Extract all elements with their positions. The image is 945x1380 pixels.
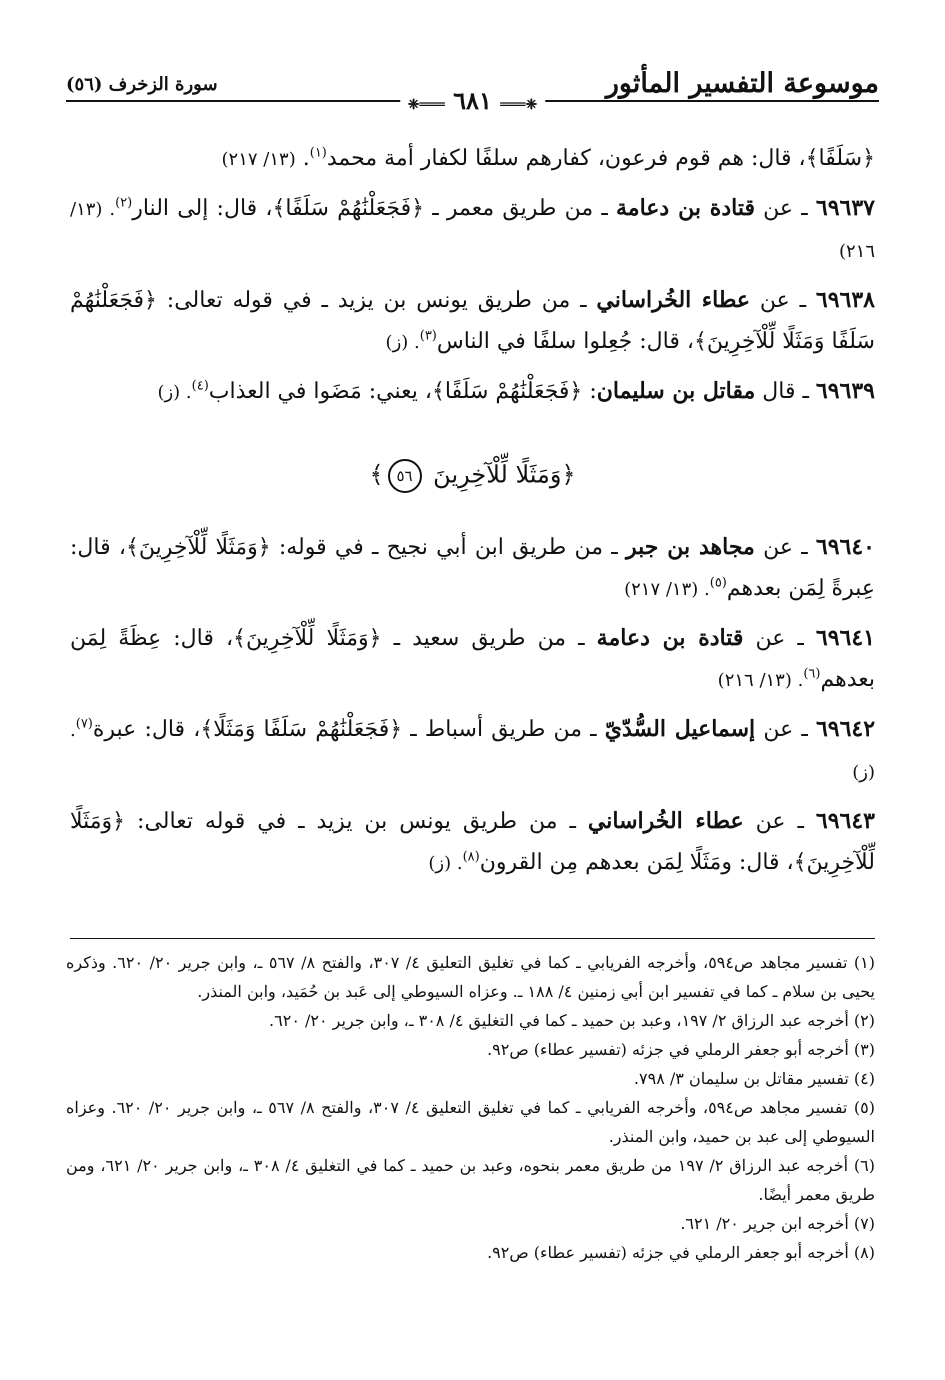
- report-text: ، قال: عِظَةً لِمَن بعدهم: [70, 626, 875, 692]
- footnote-1: (١) تفسير مجاهد ص٥٩٤، وأخرجه الفريابي ـ كما في تغليق التعليق ٤/ ٣٠٧، والفتح ٨/ ٥٦٧ ـ، وابن جرير ٢٠/ ٦٢٠. وذكره يحيى بن سلام ـ كما في تفسير ابن أبي زمنين ٤/ ١٨٨ ـ. وعزاه السيوطي إلى عَبد بن حُمَيد، وابن المنذر.: [66, 953, 876, 1001]
- quran-quote: ﴿فَجَعَلْنَٰهُمْ سَلَفًا﴾: [272, 196, 425, 221]
- intro-paragraph: ﴿سَلَفًا﴾، قال: هم قوم فرعون، كفارهم سلفًا لكفار أمة محمد$^{(١)}$. (١٣/ ٢١٧): [221, 145, 875, 171]
- isnad-chain: :: [582, 379, 597, 404]
- report-number: ٦٩٦٣٨: [815, 287, 875, 313]
- volume-ref: . (١٣/ ٢١٦): [717, 670, 804, 691]
- quran-quote: ﴿سَلَفًا﴾: [805, 146, 875, 171]
- report-connector: ـ عن: [750, 288, 816, 313]
- footnote-separator: [70, 938, 875, 939]
- isnad-chain: ـ من طريق سعيد ـ: [381, 626, 597, 651]
- report-connector: ـ عن: [754, 196, 816, 221]
- report-number: ٦٩٦٣٧: [815, 195, 875, 221]
- ornament-right-icon: ═══❈: [500, 97, 538, 113]
- footnote-2: (٢) أخرجه عبد الرزاق ٢/ ١٩٧، وعبد بن حميد ـ كما في التغليق ٤/ ٣٠٨ ـ، وابن جرير ٢٠/ ٦٢٠.: [269, 1011, 875, 1030]
- report-connector: ـ عن: [743, 626, 816, 651]
- volume-ref: (١٣/ ٢١٧): [221, 149, 296, 170]
- quran-quote: ﴿فَجَعَلْنَٰهُمْ سَلَفًا وَمَثَلًا لِّلْآخِرِينَ﴾: [70, 288, 875, 354]
- footnote-marker: (٣): [419, 328, 437, 344]
- quran-quote: ﴿وَمَثَلًا لِّلْآخِرِينَ﴾: [233, 626, 382, 651]
- footnote-3: (٣) أخرجه أبو جعفر الرملي في جزئه (تفسير عطاء) ص٩٢.: [487, 1040, 875, 1059]
- report-number: ٦٩٦٣٩: [815, 378, 875, 404]
- ayah-text: ﴿وَمَثَلًا لِّلْآخِرِينَ: [433, 460, 576, 489]
- footnote-marker: (١): [309, 145, 327, 161]
- volume-ref: . (ز): [70, 720, 875, 783]
- narrator-name: عطاء الخُراساني: [587, 808, 744, 834]
- report-69641: [70, 618, 875, 701]
- narrator-name: عطاء الخُراساني: [596, 287, 751, 313]
- quran-quote: ﴿وَمَثَلًا لِّلْآخِرِينَ﴾: [125, 535, 271, 560]
- footnote-7: (٧) أخرجه ابن جرير ٢٠/ ٦٢١.: [680, 1214, 875, 1233]
- report-69642: [70, 709, 875, 793]
- quran-quote: ﴿فَجَعَلْنَٰهُمْ سَلَفًا﴾: [431, 379, 583, 404]
- report-connector: ـ عن: [754, 535, 816, 560]
- isnad-chain: ـ من طريق معمر ـ: [424, 196, 616, 221]
- narrator-name: مجاهد بن جبر: [625, 534, 755, 560]
- footnote-5: (٥) تفسير مجاهد ص٥٩٤، وأخرجه الفريابي ـ كما في تغليق التعليق ٤/ ٣٠٧، والفتح ٨/ ٥٦٧ ـ، وابن جرير ٢٠/ ٦٢٠. وعزاه السيوطي إلى عبد بن حميد، وابن المنذر.: [66, 1098, 875, 1146]
- volume-ref: . (ز): [157, 382, 192, 403]
- page-number: ٦٨١: [453, 86, 492, 115]
- report-number: ٦٩٦٤٣: [815, 808, 875, 834]
- footnote-marker: (٤): [191, 378, 209, 394]
- quran-quote: ﴿فَجَعَلْنَٰهُمْ سَلَفًا وَمَثَلًا﴾: [200, 717, 403, 742]
- footnote-marker: (٢): [115, 195, 133, 211]
- footnotes: [66, 948, 875, 1267]
- report-connector: ـ عن: [755, 717, 816, 742]
- narrator-name: مقاتل بن سليمان: [596, 378, 756, 404]
- quran-quote: ﴿وَمَثَلًا لِّلْآخِرِينَ﴾: [70, 809, 875, 875]
- report-69643: [70, 801, 875, 884]
- report-text: ، قال: عبرة: [92, 717, 201, 742]
- report-69638: [70, 280, 875, 363]
- isnad-chain: ـ من طريق ابن أبي نجيح ـ في قوله:: [270, 535, 626, 560]
- report-text: ، قال: إلى النار: [132, 196, 273, 221]
- report-text: ، قال: جُعِلوا سلفًا في الناس: [436, 329, 694, 354]
- isnad-chain: ـ من طريق يونس بن يزيد ـ في قوله تعالى:: [156, 288, 597, 313]
- footnote-marker: (٥): [709, 575, 727, 591]
- volume-ref: . (١٣/ ٢١٦): [70, 199, 875, 262]
- main-text: [70, 138, 875, 892]
- report-text: ، قال: عِبرةً لِمَن بعدهم: [70, 535, 875, 601]
- report-number: ٦٩٦٤١: [815, 625, 875, 651]
- book-title: موسوعة التفسير المأثور: [605, 68, 879, 99]
- report-69639: [70, 371, 875, 413]
- report-connector: ـ قال: [755, 379, 816, 404]
- footnote-marker: (٨): [462, 849, 480, 865]
- report-69637: [70, 188, 875, 272]
- surah-label: سورة الزخرف (٥٦): [66, 74, 218, 95]
- report-connector: ـ عن: [743, 809, 816, 834]
- report-text: ، قال: هم قوم فرعون، كفارهم سلفًا لكفار أمة محمد: [326, 146, 806, 171]
- report-number: ٦٩٦٤٠: [815, 534, 875, 560]
- report-69640: [70, 527, 875, 610]
- footnote-marker: (٦): [803, 666, 821, 682]
- ornament-left-icon: ❈═══: [407, 97, 445, 113]
- running-header: [66, 62, 879, 115]
- narrator-name: قتادة بن دعامة: [596, 625, 744, 651]
- footnote-8: (٨) أخرجه أبو جعفر الرملي في جزئه (تفسير عطاء) ص٩٢.: [487, 1243, 875, 1262]
- isnad-chain: ـ من طريق يونس بن يزيد ـ في قوله تعالى:: [125, 809, 588, 834]
- volume-ref: . (١٣/ ٢١٧): [624, 579, 710, 600]
- footnote-marker: (٧): [75, 716, 93, 732]
- footnote-6: (٦) أخرجه عبد الرزاق ٢/ ١٩٧ من طريق معمر بنحوه، وعبد بن حميد ـ كما في التغليق ٤/ ٣٠٨ ـ، وابن جرير ٢٠/ ٦٢١، ومن طريق معمر أيضًا.: [66, 1156, 875, 1204]
- ayah-heading: [70, 459, 875, 493]
- report-number: ٦٩٦٤٢: [815, 716, 876, 742]
- narrator-name: إسماعيل السُّدّيّ: [604, 716, 756, 742]
- report-text: ، يعني: مَضَوا في العذاب: [208, 379, 432, 404]
- ayah-close-bracket: ﴾: [369, 460, 384, 489]
- page-number-block: [400, 86, 545, 115]
- volume-ref: . (ز): [385, 332, 420, 353]
- isnad-chain: ـ من طريق أسباط ـ: [402, 717, 605, 742]
- narrator-name: قتادة بن دعامة: [616, 195, 755, 221]
- footnote-4: (٤) تفسير مقاتل بن سليمان ٣/ ٧٩٨.: [633, 1069, 875, 1088]
- ayah-number-medallion: ٥٦: [388, 459, 422, 493]
- volume-ref: . (ز): [428, 853, 463, 874]
- report-text: ، قال: ومَثَلًا لِمَن بعدهم مِن القرون: [479, 850, 794, 875]
